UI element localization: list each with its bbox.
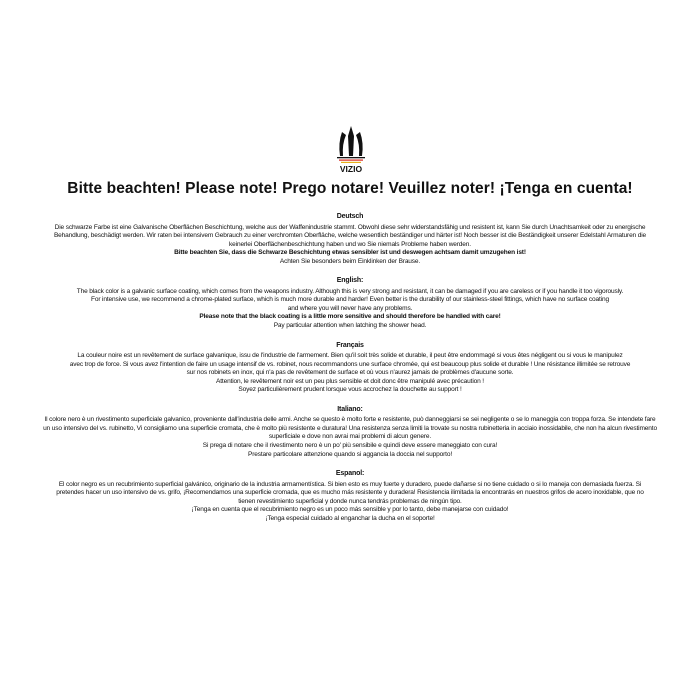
paragraph-line: pretendes hacer un uso intensivo de vs. grifo, ¡Recomendamos una superficie cromada, que es mucho más resistente y duradera! Resistencia ilimitada la encontrarás en nuestros grifos de acero inoxidable, que no: [56, 489, 644, 497]
closing-line: Prestare particolare attenzione quando si aggancia la doccia nel supporto!: [248, 450, 452, 458]
vizio-logo: [322, 123, 380, 175]
closing-line: Achten Sie besonders beim Einklinken der Brause.: [279, 257, 421, 265]
paragraph-line: Si prega di notare che il rivestimento nero è un po' più sensibile e quindi deve essere maneggiato con cura!: [202, 442, 498, 450]
section-title: Deutsch: [336, 213, 364, 220]
section-francais: [6, 342, 694, 395]
closing-line: Pay particular attention when latching the shower head.: [273, 322, 427, 330]
section-title: Français: [336, 341, 364, 349]
warning-line: Bitte beachten Sie, dass die Schwarze Beschichtung etwas sensibler ist und deswegen achtsam damit umzugehen ist!: [174, 249, 526, 257]
paragraph-line: El color negro es un recubrimiento superficial galvánico, originario de la industria armamentística. Si bien esto es muy fuerte y duradero, puede dañarse si no tiene cuidado o si lo maneja con demasiada fuerza. Si: [58, 480, 642, 488]
paragraph-line: avec trop de force. Si vous avez l'intention de faire un usage intensif de vs. robinet, nous recommandons une surface chromée, qui est beaucoup plus solide et durable ! Une résistance illimitée se retrouve: [69, 360, 631, 368]
warning-line: Please note that the black coating is a little more sensitive and should therefore be handled with care!: [199, 313, 501, 321]
page-title: Bitte beachten! Please note! Prego notare! Veuillez noter! ¡Tenga en cuenta!: [67, 180, 633, 197]
section-title: Italiano:: [337, 405, 363, 413]
paragraph-line: keinerlei Oberflächenbeschichtung haben und wo Sie niemals Probleme haben werden.: [229, 240, 471, 248]
paragraph-line: The black color is a galvanic surface coating, which comes from the weapons industry. Although this is very strong and resistant, it can be damaged if you are careless or if you handle it too vigorously.: [76, 287, 624, 295]
paragraph-line: and where you will never have any problems.: [287, 304, 413, 312]
section-italiano: [6, 406, 694, 459]
paragraph-line: Il colore nero è un rivestimento superficiale galvanico, proveniente dall'industria delle armi. Anche se questo è molto forte e resistente, può danneggiarsi se sei negligente o se lo maneggia con troppa forza. Se intendete fare: [44, 416, 656, 424]
logo-wordmark: VIZIO: [339, 164, 363, 174]
closing-line: Soyez particulièrement prudent lorsque vous accrochez la douchette au support !: [238, 386, 462, 394]
section-deutsch: [6, 213, 694, 266]
paragraph-line: tienen revestimiento superficial y donde nunca tendrás problemas de ningún tipo.: [238, 497, 462, 505]
section-english: [6, 277, 694, 330]
paragraph-line: Die schwarze Farbe ist eine Galvanische Oberflächen Beschichtung, welche aus der Waffenindustrie stammt. Obwohl diese sehr widerstandsfähig und resistent ist, kann Sie durch Unachtsamkeit oder zu energische: [54, 223, 646, 231]
paragraph-line: superficiale e dove non avrai mai problemi di alcun genere.: [268, 433, 432, 441]
paragraph-line: For intensive use, we recommend a chrome-plated surface, which is much more durable and harder! Even better is the durability of our stainless-steel fittings, which have no surface coating: [90, 296, 609, 304]
paragraph-line: La couleur noire est un revêtement de surface galvanique, issu de l'industrie de l'armement. Bien qu'il soit très solide et durable, il peut être endommagé si vous êtes négligent ou si vous le manipulez: [77, 352, 623, 360]
section-title: Espanol:: [335, 470, 365, 478]
closing-line: ¡Tenga especial cuidado al enganchar la ducha en el soporte!: [265, 514, 435, 522]
paragraph-line: ¡Tenga en cuenta que el recubrimiento negro es un poco más sensible y por lo tanto, debe manejarse con cuidado!: [191, 506, 509, 514]
section-espanol: [6, 470, 694, 523]
paragraph-line: Attention, le revêtement noir est un peu plus sensible et doit donc être manipulé avec précaution !: [216, 377, 484, 385]
section-title: English:: [336, 277, 364, 285]
paragraph-line: sur nos robinets en inox, qui n'a pas de revêtement de surface et où vous n'aurez jamais de problèmes d'aucune sorte.: [186, 369, 514, 377]
paragraph-line: Behandlung, beschädigt werden. Wir raten bei intensivem Gebrauch zu einer verchromten Oberfläche, welche wesentlich beständiger und härter ist! Noch besser ist die Beständigkeit unserer Edelstahl Armaturen die: [53, 232, 647, 240]
vizio-logo-icon: [322, 123, 380, 175]
paragraph-line: un uso intensivo del vs. rubinetto, Vi consigliamo una superficie cromata, che è molto più resistente e duratura! Una resistenza senza limiti la trovate su nostra rubinetteria in acciaio inossidabile, che non ha alcun rivestimento: [43, 424, 657, 432]
notice-content: [6, 213, 694, 534]
